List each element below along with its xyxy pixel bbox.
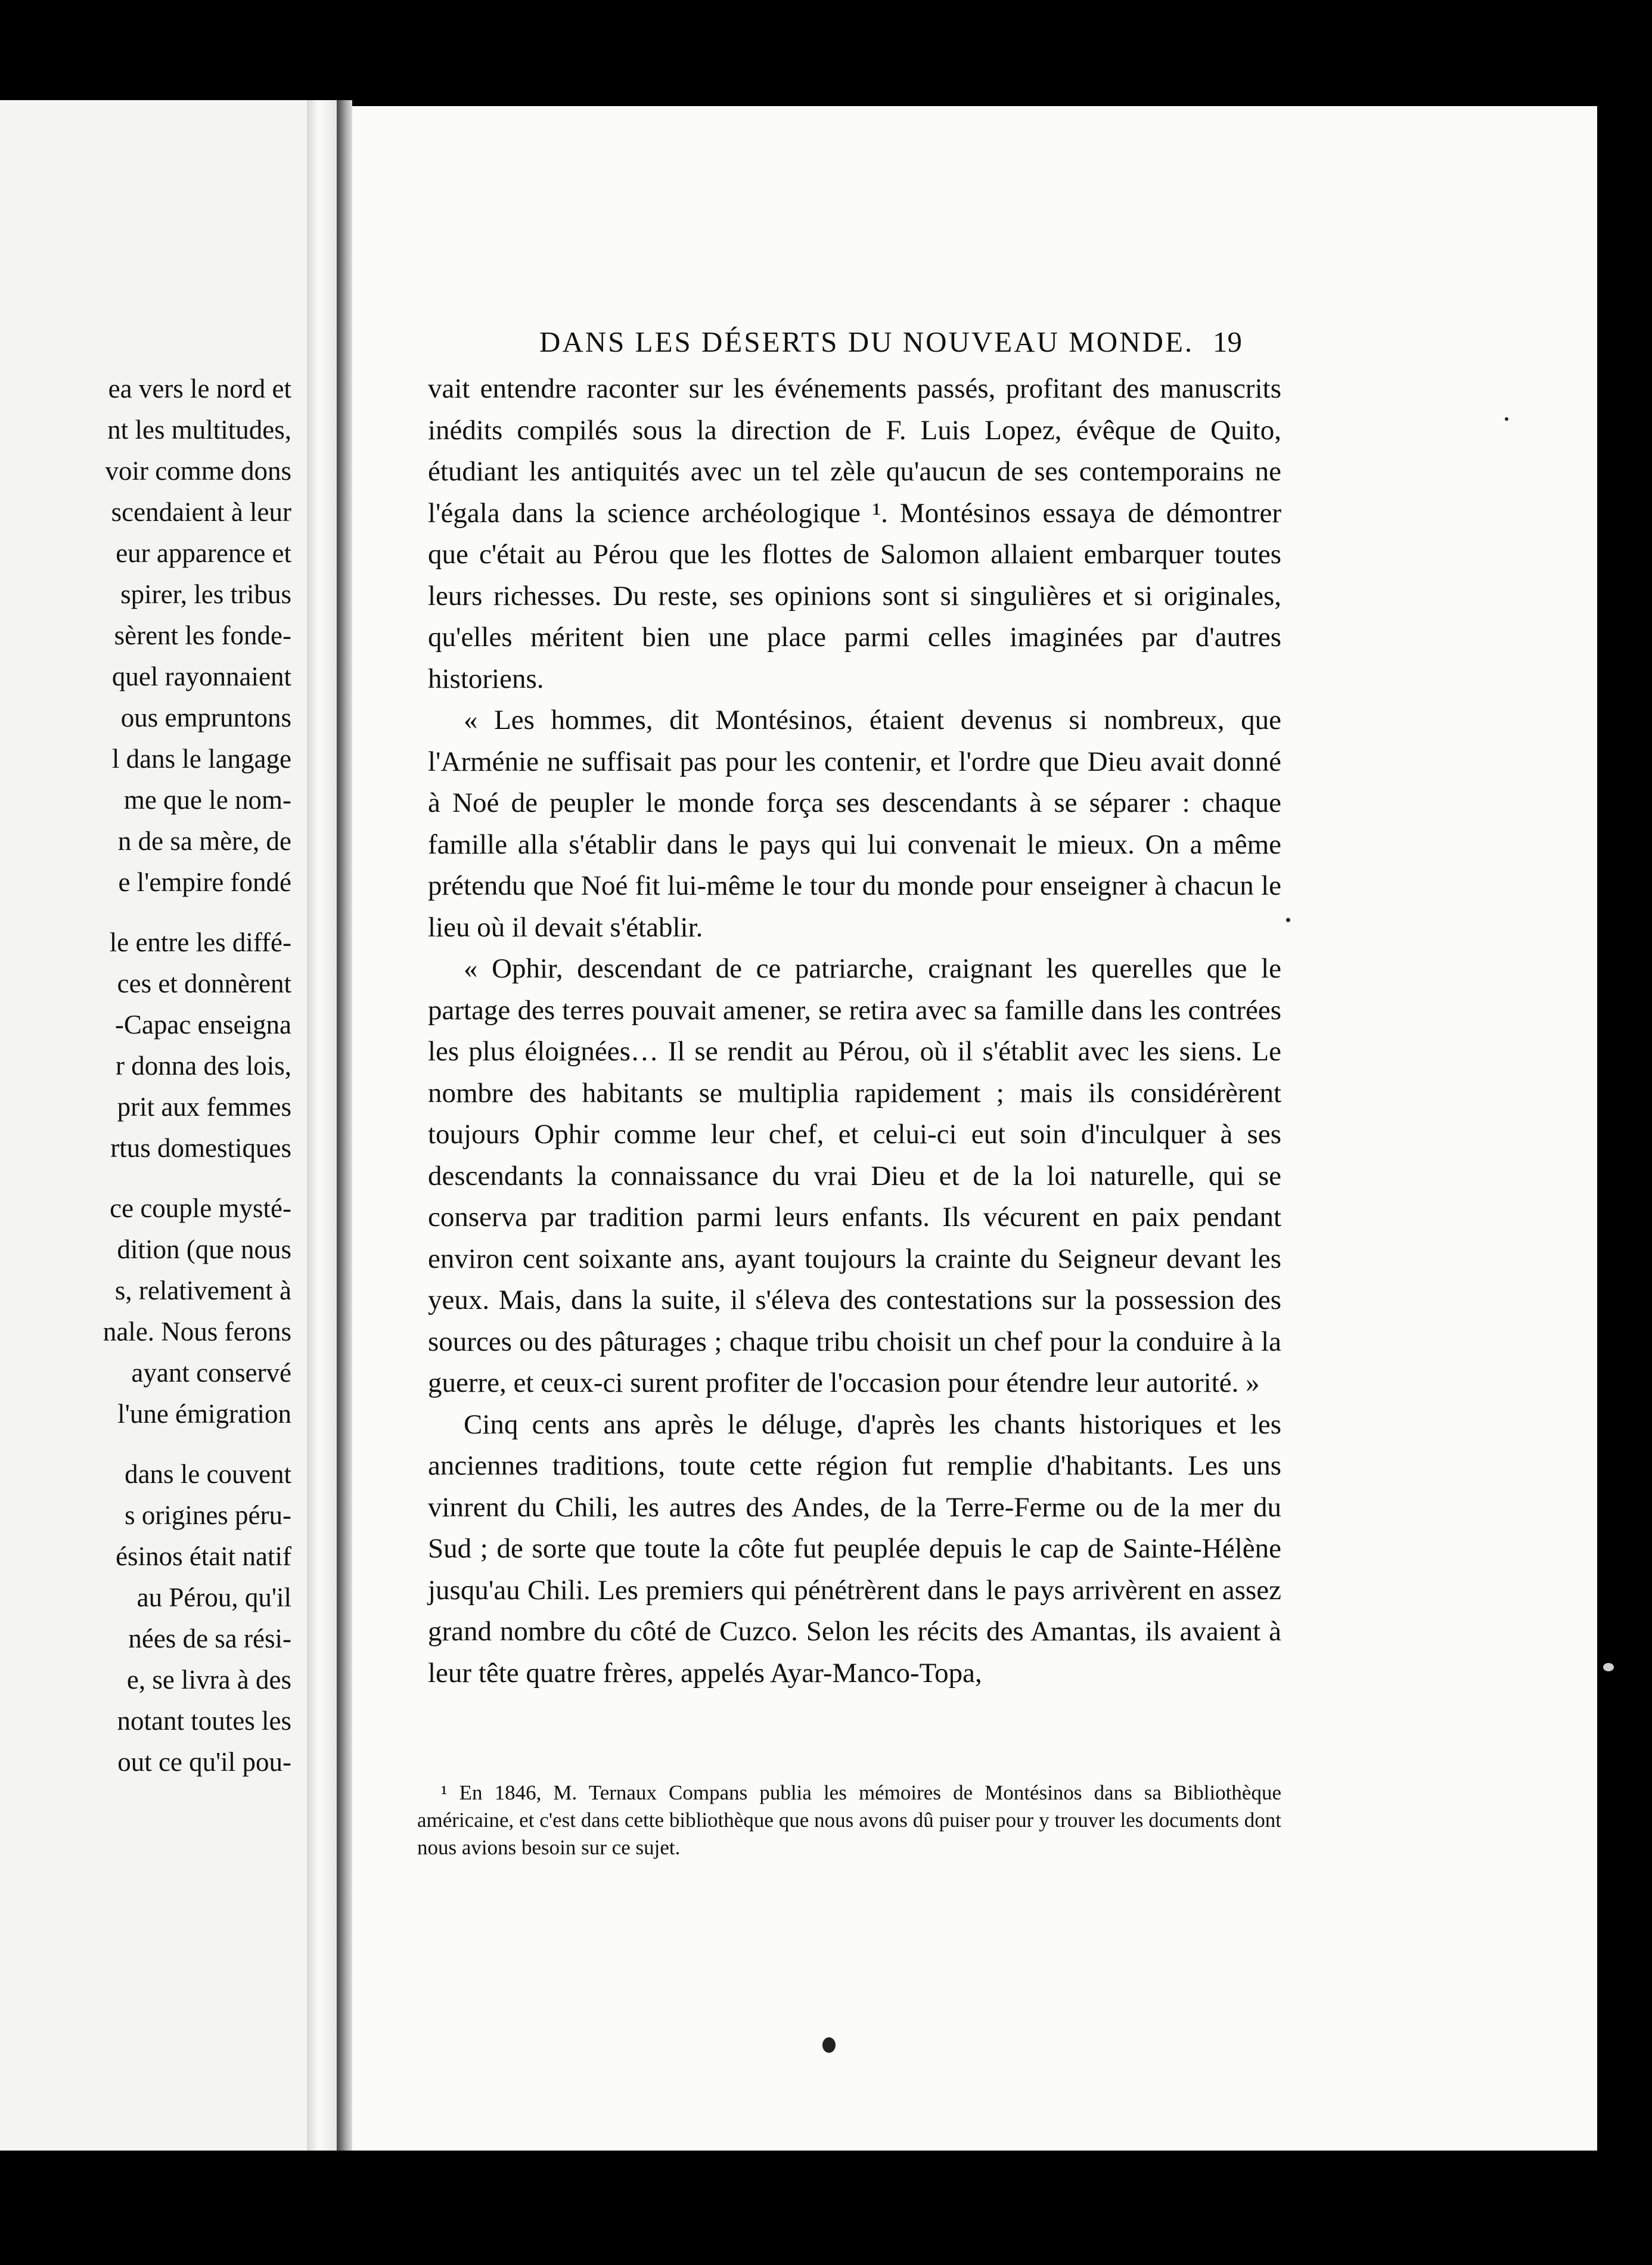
- left-page-line: r donna des lois,: [116, 1051, 291, 1081]
- running-header: DANS LES DÉSERTS DU NOUVEAU MONDE.: [539, 325, 1194, 358]
- left-page-line: ous empruntons: [120, 703, 291, 733]
- left-page-line: -Capac enseigna: [114, 1010, 291, 1040]
- paragraph: Cinq cents ans après le déluge, d'après les chants historiques et les anciennes traditions, toute cette région fut remplie d'habitants. Les uns vinrent du Chili, les autres des Andes, de la Terre-Ferme ou de la mer du Sud ; de sorte que toute la côte fut peuplée depuis le cap de Sainte-Hélène jusqu'au Chili. Les premiers qui pénétrèrent dans le pays arrivèrent en assez grand nombre du côté de Cuzco. Selon les récits des Amantas, ils avaient à leur tête quatre frères, appelés Ayar-Manco-Topa,: [428, 1408, 1281, 1689]
- left-page-line: au Pérou, qu'il: [136, 1583, 291, 1612]
- left-page-line: ésinos était natif: [116, 1541, 291, 1571]
- left-page-line: s, relativement à: [114, 1276, 291, 1305]
- left-page-line: l'une émigration: [117, 1399, 291, 1429]
- scan-speck: [1505, 417, 1508, 421]
- left-page-line: quel rayonnaient: [111, 662, 291, 691]
- left-page-gutter: [307, 100, 337, 2151]
- left-page: [0, 100, 307, 2151]
- left-page-line: ces et donnèrent: [117, 969, 291, 998]
- scan-speck: [1603, 1663, 1614, 1671]
- left-page-line: rtus domestiques: [110, 1133, 291, 1163]
- left-page-line: sèrent les fonde-: [114, 620, 291, 650]
- left-page-line: ce couple mysté-: [110, 1193, 291, 1223]
- left-page-line: e, se livra à des: [126, 1665, 291, 1695]
- left-page-line: nt les multitudes,: [107, 415, 291, 445]
- left-page-line: le entre les diffé-: [109, 927, 291, 957]
- footnote: ¹ En 1846, M. Ternaux Compans publia les mémoires de Montésinos dans sa Bibliothèque américaine, et c'est dans cette bibliothèque que nous avons dû puiser pour y trouver les documents dont nous avions besoin sur ce sujet.: [417, 1781, 1281, 1859]
- left-page-line: scendaient à leur: [111, 497, 291, 527]
- left-page-line: me que le nom-: [123, 785, 291, 815]
- paragraph: vait entendre raconter sur les événements passés, profitant des manuscrits inédits compilés sous la direction de F. Luis Lopez, évêque de Quito, étudiant les antiquités avec un tel zèle qu'aucun de ses contemporains ne l'égala dans la science archéologique ¹. Montésinos essaya de démontrer que c'était au Pérou que les flottes de Salomon allaient embarquer toutes leurs richesses. Du reste, ses opinions sont si singulières et si originales, qu'elles méritent bien une place parmi celles imaginées par d'autres historiens.: [428, 373, 1281, 694]
- main-text: [428, 368, 1281, 1694]
- left-page-line: ea vers le nord et: [108, 374, 291, 404]
- paragraph: « Ophir, descendant de ce patriarche, craignant les querelles que le partage des terres pouvait amener, se retira avec sa famille dans les contrées les plus éloignées… Il se rendit au Pérou, où il s'établit avec les siens. Le nombre des habitants se multiplia rapidement ; mais ils considérèrent toujours Ophir comme leur chef, et celui-ci eut soin d'inculquer à ses descendants la connaissance du vrai Dieu et de la loi naturelle, qui se conserva par tradition parmi leurs enfants. Ils vécurent en paix pendant environ cent soixante ans, ayant toujours la crainte du Seigneur devant les yeux. Mais, dans la suite, il s'éleva des contestations sur la possession des sources ou des pâturages ; chaque tribu choisit un chef pour la conduire à la guerre, et ceux-ci surent profiter de l'occasion pour étendre leur autorité. »: [428, 953, 1281, 1398]
- left-page-line: e l'empire fondé: [118, 867, 291, 897]
- left-page-line: dans le couvent: [125, 1459, 291, 1489]
- footnotes: [417, 1779, 1281, 1861]
- left-page-line: n de sa mère, de: [117, 826, 291, 856]
- left-page-line: eur apparence et: [116, 538, 291, 568]
- left-page-line: s origines péru-: [125, 1500, 291, 1530]
- scan-speck: [1286, 918, 1290, 922]
- left-page-line: prit aux femmes: [117, 1092, 291, 1122]
- left-page-line: notant toutes les: [117, 1706, 291, 1736]
- left-page-line: out ce qu'il pou-: [117, 1747, 291, 1777]
- left-page-line: nale. Nous ferons: [103, 1317, 291, 1346]
- page-number: 19: [1213, 325, 1242, 358]
- paragraph: « Les hommes, dit Montésinos, étaient devenus si nombreux, que l'Arménie ne suffisait pas pour les contenir, et l'ordre que Dieu avait donné à Noé de peupler le monde força ses descendants à se séparer : chaque famille alla s'établir dans le pays qui lui convenait le mieux. On a même prétendu que Noé fit lui-même le tour du monde pour enseigner à chacun le lieu où il devait s'établir.: [428, 705, 1281, 943]
- left-page-line: l dans le langage: [111, 744, 291, 774]
- left-page-line: dition (que nous: [117, 1234, 291, 1264]
- book-spine: [337, 100, 352, 2151]
- left-page-line: ayant conservé: [131, 1358, 291, 1388]
- left-page-line: voir comme dons: [105, 456, 291, 486]
- scan-speck: [822, 2037, 836, 2053]
- left-page-line: spirer, les tribus: [120, 579, 291, 609]
- left-page-line: nées de sa rési-: [128, 1624, 291, 1653]
